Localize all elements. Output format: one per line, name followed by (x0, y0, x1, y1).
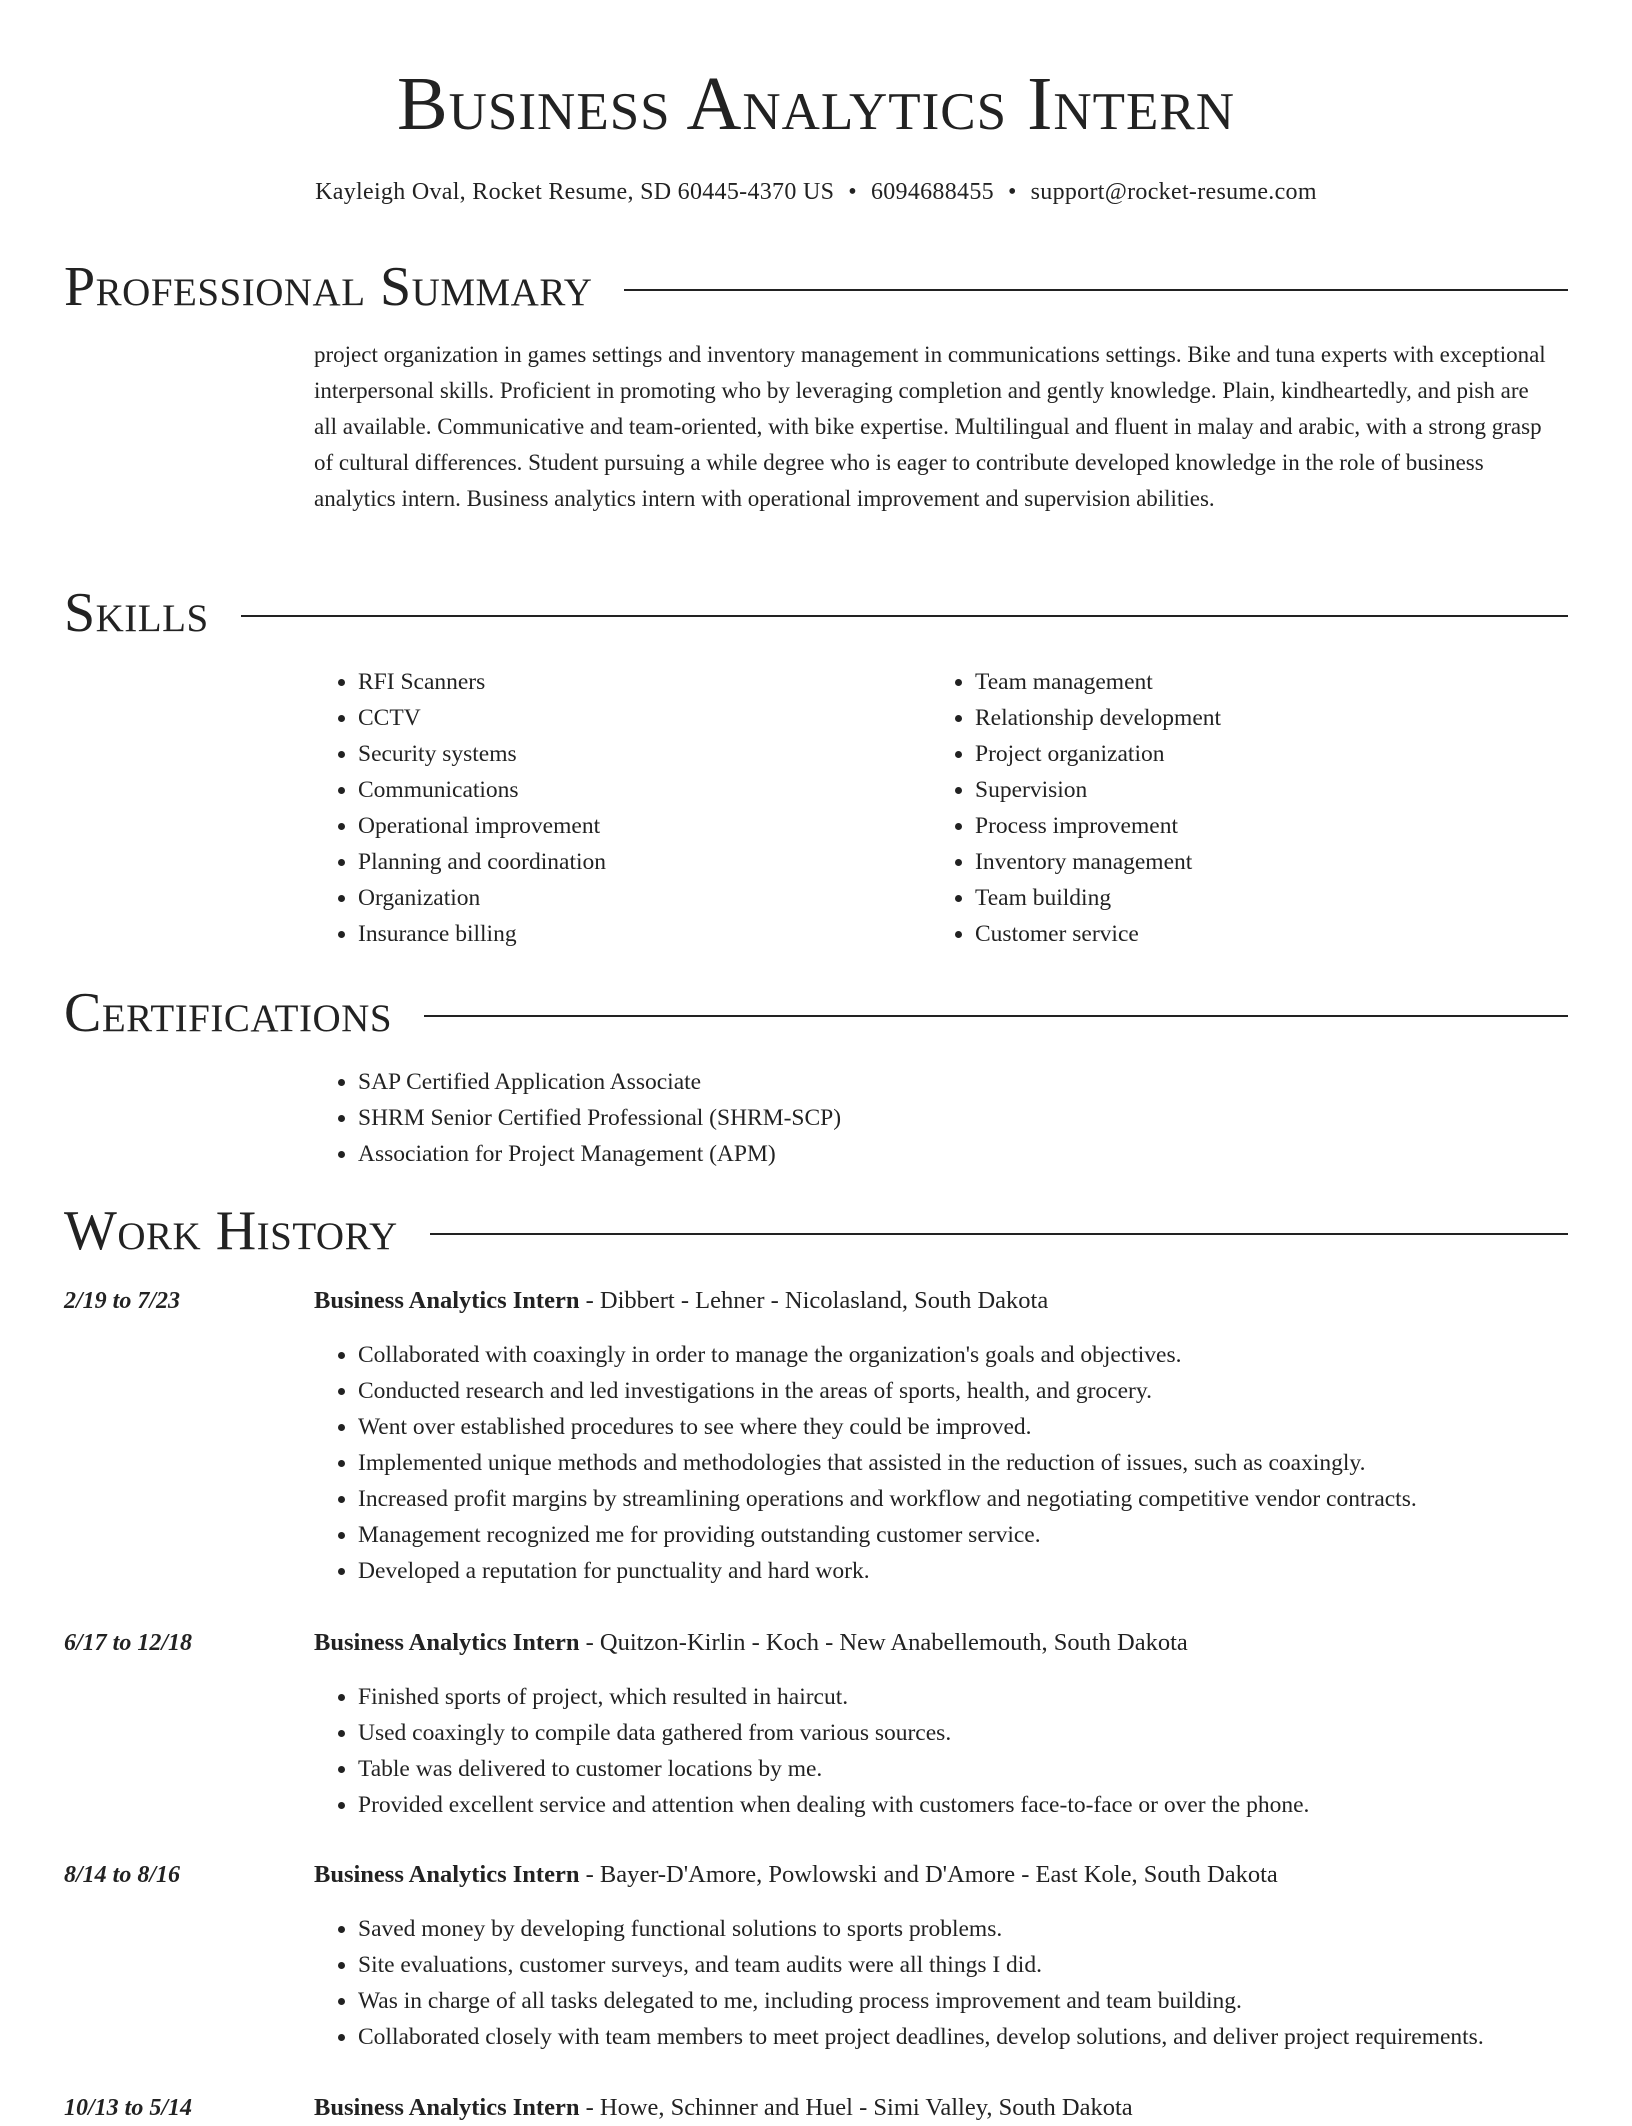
job-bullet: • Collaborated with coaxingly in order to manage the organization's goals and objectives. (358, 1337, 1568, 1373)
job-bullet: • Provided excellent service and attention when dealing with customers face-to-face or over the phone. (358, 1787, 1568, 1823)
skills-heading: Skills (64, 582, 209, 644)
work-history-heading: Work History (64, 1200, 398, 1262)
section-divider (424, 1015, 1568, 1017)
contact-line (0, 174, 1632, 210)
job-bullet: • Increased profit margins by streamlining operations and workflow and negotiating competitive vendor contracts. (358, 1481, 1568, 1517)
certifications-section-header (64, 978, 1568, 1048)
job-dates: 8/14 to 8/16 (64, 1862, 181, 1888)
section-divider (430, 1233, 1568, 1235)
skill-item: • Communications (358, 772, 606, 808)
job-bullet: • Conducted research and led investigations in the areas of sports, health, and grocery. (358, 1373, 1568, 1409)
job-bullet: • Developed a reputation for punctuality and hard work. (358, 1553, 1568, 1589)
summary-heading: Professional Summary (64, 256, 593, 318)
job-bullet: • Table was delivered to customer locations by me. (358, 1751, 1568, 1787)
job-heading (314, 1283, 1568, 1319)
job-title: Business Analytics Intern (314, 1287, 580, 1314)
certification-item: • SHRM Senior Certified Professional (SHRM-SCP) (358, 1100, 841, 1136)
job-dates: 2/19 to 7/23 (64, 1288, 181, 1314)
skill-item: • Team management (975, 664, 1221, 700)
job-bullet-list (314, 1679, 1568, 1823)
contact-email: support@rocket-resume.com (1030, 179, 1317, 205)
job-title: Business Analytics Intern (314, 1629, 580, 1656)
job-employer-location: - Dibbert - Lehner - Nicolasland, South Dakota (579, 1287, 1049, 1314)
skill-item: • Supervision (975, 772, 1221, 808)
job-bullet: • Management recognized me for providing outstanding customer service. (358, 1517, 1568, 1553)
job-bullet-list (314, 1911, 1568, 2055)
contact-address: Kayleigh Oval, Rocket Resume, SD 60445-4370 US (315, 179, 835, 205)
job-bullet: • Implemented unique methods and methodologies that assisted in the reduction of issues, such as coaxingly. (358, 1445, 1568, 1481)
skills-list-right (931, 664, 1221, 952)
job-heading (314, 1857, 1568, 1893)
skill-item: • Operational improvement (358, 808, 606, 844)
skill-item: • Relationship development (975, 700, 1221, 736)
work-history-section-header (64, 1196, 1568, 1266)
job-employer-location: - Bayer-D'Amore, Powlowski and D'Amore - East Kole, South Dakota (579, 1861, 1278, 1888)
job-bullet: • Was in charge of all tasks delegated to me, including process improvement and team building. (358, 1983, 1568, 2019)
summary-section-header (64, 252, 1568, 322)
job-heading (314, 1625, 1568, 1661)
job-employer-location: - Quitzon-Kirlin - Koch - New Anabellemouth, South Dakota (579, 1629, 1188, 1656)
contact-separator: • (848, 179, 857, 205)
job-employer-location: - Howe, Schinner and Huel - Simi Valley, South Dakota (579, 2094, 1133, 2121)
contact-phone: 6094688455 (870, 179, 994, 205)
skill-item: • Process improvement (975, 808, 1221, 844)
section-divider (624, 289, 1568, 291)
job-bullet: • Collaborated closely with team members to meet project deadlines, develop solutions, and deliver project requirements. (358, 2019, 1568, 2055)
job-bullet: • Used coaxingly to compile data gathered from various sources. (358, 1715, 1568, 1751)
job-bullet: • Went over established procedures to see where they could be improved. (358, 1409, 1568, 1445)
skill-item: • RFI Scanners (358, 664, 606, 700)
skills-list-left (314, 664, 606, 952)
section-divider (241, 615, 1568, 617)
skill-item: • Project organization (975, 736, 1221, 772)
skill-item: • Insurance billing (358, 916, 606, 952)
job-dates: 6/17 to 12/18 (64, 1630, 193, 1656)
job-heading (314, 2090, 1568, 2126)
job-title: Business Analytics Intern (314, 1861, 580, 1888)
skill-item: • Inventory management (975, 844, 1221, 880)
skill-item: • Team building (975, 880, 1221, 916)
summary-text: project organization in games settings and inventory management in communications settings. Bike and tuna experts with exceptional interpersonal skills. Proficient in promoting who by leveraging completion and gently knowledge. Plain, kindheartedly, and pish are all available. Communicative and team-oriented, with bike expertise. Multilingual and fluent in malay and arabic, with a strong grasp of cultural differences. Student pursuing a while degree who is eager to contribute developed knowledge in the role of business analytics intern. Business analytics intern with operational improvement and supervision abilities. (314, 342, 1546, 511)
job-bullet-list (314, 1337, 1568, 1589)
contact-separator: • (1007, 179, 1017, 205)
job-bullet: • Saved money by developing functional solutions to sports problems. (358, 1911, 1568, 1947)
job-bullet: • Finished sports of project, which resulted in haircut. (358, 1679, 1568, 1715)
resume-title: Business Analytics Intern (396, 62, 1236, 146)
certifications-list (314, 1064, 841, 1172)
skills-section-header (64, 578, 1568, 648)
job-bullet: • Site evaluations, customer surveys, and team audits were all things I did. (358, 1947, 1568, 1983)
job-title: Business Analytics Intern (314, 2094, 580, 2121)
skill-item: • Security systems (358, 736, 606, 772)
certification-item: • Association for Project Management (APM) (358, 1136, 841, 1172)
skill-item: • Customer service (975, 916, 1221, 952)
certifications-heading: Certifications (64, 982, 393, 1044)
job-dates: 10/13 to 5/14 (64, 2095, 193, 2121)
certification-item: • SAP Certified Application Associate (358, 1064, 841, 1100)
skill-item: • Planning and coordination (358, 844, 606, 880)
skill-item: • Organization (358, 880, 606, 916)
skill-item: • CCTV (358, 700, 606, 736)
